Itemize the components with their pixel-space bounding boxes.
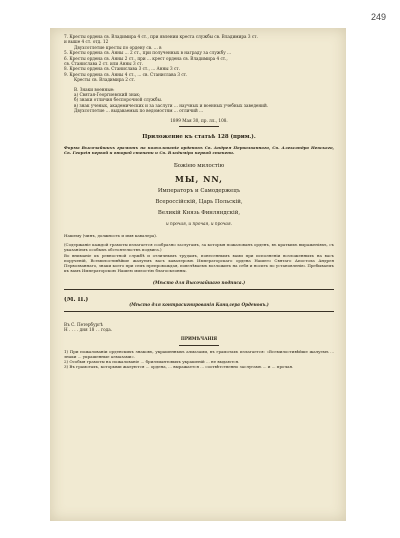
top-item: 6. Кресты ордена св. Анны 2 ст., при ... крест ордена св. Владимира 4 ст., bbox=[64, 55, 228, 61]
top-item: 5. Кресты ордена св. Анны ... 2 ст., при полученных в награду за службу ... bbox=[64, 50, 232, 56]
page-content bbox=[64, 34, 334, 370]
all-russia-line: Всероссійскій, Царь Польскій, bbox=[155, 198, 243, 205]
note-item: 3) Въ грамотахъ, которыми жалуются ... ордена, ... выражается ... соотвѣтственно заслугамъ ... и ... прочая. bbox=[64, 364, 294, 370]
scanned-page bbox=[50, 28, 346, 521]
city-line: Въ С. Петербургѣ bbox=[64, 321, 103, 327]
body-paragraph: (Содержаніе каждой грамоты излагается сообразно заслугамъ, за которыя пожалованъ орденъ, въ краткихъ выраженіяхъ, съ указаніемъ особыхъ обстоятельствъ подвига.) bbox=[64, 242, 334, 253]
date-blank-line: Н . . . . дня 18 . . года. bbox=[64, 326, 113, 332]
divider bbox=[179, 126, 219, 127]
list-item: а) Святая-Георгиевский знак; bbox=[74, 92, 141, 98]
list-item: б) знаки отличия беспорочной службы. bbox=[74, 97, 163, 103]
top-item: св. Станислава 2 ст. или Анны 3 ст. bbox=[64, 61, 143, 67]
divider bbox=[64, 311, 334, 312]
top-item: и выше 4 ст. отд. 12 bbox=[64, 39, 109, 45]
seal-placeholder: (М. П.) bbox=[64, 296, 89, 303]
top-item: 8. Кресты ордена св. Станислава 3 ст., ... Анны 3 ст. bbox=[64, 66, 180, 72]
addressee: Нашему (чинъ, должность и имя кавалера). bbox=[64, 232, 158, 238]
top-item: 9. Кресты ордена св. Анны 4 ст., ... св. Станислава 3 ст. bbox=[64, 71, 188, 77]
we-line: МЫ, NN, bbox=[175, 173, 223, 184]
form-title: Форма Высочайшихъ грамотъ на пожалованіе орденовъ Св. Андрея Первозваннаго, Св. Александра Невскаго, Св. Георгія первой и второй степени и Св. Владиміра первой степени. bbox=[64, 145, 334, 156]
etc-line: и прочая, и прочая, и прочая. bbox=[165, 220, 233, 226]
notes-heading: ПРИМѢЧАНІЯ bbox=[180, 336, 218, 342]
emperor-line: Императоръ и Самодержецъ bbox=[157, 187, 241, 194]
appendix-heading: Приложение къ статьѣ 128 (прим.). bbox=[142, 134, 256, 141]
note-item: 1) При пожалованіи орденскихъ знаковъ, украшенныхъ алмазами, въ грамотахъ излагается: «Всемилостивѣйше жалуемъ ... знаки ... украшенные алмазами». bbox=[64, 348, 334, 359]
note-item: 2) Особыя грамоты на пожалованіе ... бриллиантовыхъ украшеній ... не выдаются. bbox=[64, 359, 240, 365]
top-item: Кресты св. Владимира 2 ст. bbox=[74, 77, 136, 83]
body-paragraph: Во вниманіе къ ревностной службѣ и отличнымъ трудамъ, понесеннымъ вами при исполненіи возложенныхъ на васъ порученій, Всемилостивѣйше жалуемъ васъ кавалеромъ Императорскаго ордена Нашего Святаго Апостола Андрея Первозваннаго, знаки коего при семъ препровождая, повелѣваемъ возложить на себя и носить по установленію. Пребываемъ къ вамъ Императорскою Нашею милостію благосклонны. bbox=[64, 252, 334, 274]
section-note: Двухсотлетие ... выдаваемых по ведомостям ... отличий ... bbox=[74, 108, 204, 114]
date-line: 1899 Мая 30, пр. лл., 108. bbox=[170, 117, 228, 123]
mercy-line: Божіею милостію bbox=[173, 162, 225, 169]
top-item: 7. Кресты ордена св. Владимира 4 ст., при явлении креста службы св. Владимира 3 ст. bbox=[64, 34, 258, 39]
page-number: 249 bbox=[370, 12, 386, 22]
finland-line: Великій Князь Финляндскій, bbox=[157, 209, 241, 216]
signature-placeholder: (Мѣсто для Высочайшаго подписа.) bbox=[152, 280, 246, 286]
divider bbox=[64, 289, 334, 290]
section-heading: В. Знаки военные: bbox=[74, 86, 115, 92]
chancellor-placeholder: (Мѣсто для контрасигнированія Канцлера Орденовъ.) bbox=[129, 302, 269, 308]
list-item: в) знак ученых, академических и за заслуги ... научных и военных учебных заведений. bbox=[74, 102, 269, 108]
divider bbox=[179, 345, 219, 346]
top-item: Двухсотлетие кресты по ордену св. ... в bbox=[74, 44, 162, 50]
